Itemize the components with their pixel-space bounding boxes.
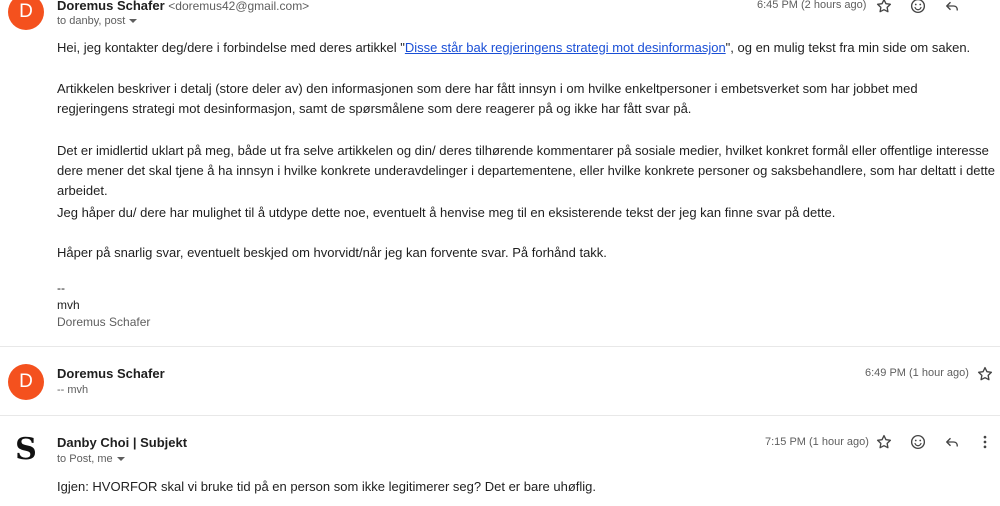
body-paragraph: Jeg håper du/ dere har mulighet til å utdype dette noe, eventuelt å henvise meg til en eksisterende tekst der jeg kan finne svar på dette. — [57, 205, 836, 220]
timestamp: 7:15 PM (1 hour ago) — [765, 436, 869, 448]
body-paragraph: Artikkelen beskriver i detalj (store deler av) den informasjonen som dere har fått innsyn i om hvilke enkeltpersoner i embetsverket som har jobbet med regjeringens strategi mot desinformasjon, samt de spørsmålene som dere reagerer på og ikke har fått svar på. — [57, 81, 918, 116]
recipient-post: Post — [69, 453, 92, 465]
body-text: ", og en mulig tekst fra min side om saken. — [725, 40, 971, 55]
avatar[interactable]: D — [8, 0, 44, 30]
sender-name[interactable]: Danby Choi | Subjekt — [57, 435, 188, 450]
message-body: Igjen: HVORFOR skal vi bruke tid på en person som ikke legitimerer seg? Det er bare uhøflig. — [57, 479, 597, 494]
timestamp: 6:45 PM (2 hours ago) — [757, 0, 867, 11]
chevron-down-icon — [129, 19, 137, 23]
body-text: Hei, jeg kontakter deg/dere i forbindelse med deres artikkel " — [57, 40, 405, 55]
message-3 — [0, 416, 1000, 506]
signature-dash: -- — [57, 281, 65, 295]
chevron-down-icon — [117, 457, 125, 461]
star-icon[interactable] — [976, 365, 994, 383]
star-icon[interactable] — [875, 433, 893, 451]
sender-email: <doremus42@gmail.com> — [168, 0, 310, 13]
emoji-icon[interactable] — [909, 433, 927, 451]
sender-name[interactable]: Doremus Schafer — [57, 366, 165, 381]
body-paragraph: Det er imidlertid uklart på meg, både ut fra selve artikkelen og din/ deres tilhørende kommentarer på sosiale medier, hvilket konkret formål eller offentlige interesse dere mener det skal tjene å ha innsyn i hvilke konkrete underavdelinger i departementene, eller hvilke konkrete personer og saksbehandlere, som har deltatt i dette arbeidet. — [57, 143, 995, 198]
message-snippet: -- mvh — [57, 384, 89, 396]
recipients-dropdown[interactable] — [57, 453, 125, 465]
signature-mvh: mvh — [57, 298, 80, 312]
avatar[interactable]: D — [8, 364, 44, 400]
signature-name: Doremus Schafer — [57, 315, 151, 329]
article-link[interactable]: Disse står bak regjeringens strategi mot desinformasjon — [404, 40, 726, 55]
message-body — [57, 38, 997, 58]
body-paragraph — [57, 38, 997, 58]
body-paragraph: Håper på snarlig svar, eventuelt beskjed om hvorvidt/når jeg kan forvente svar. På forhånd takk. — [57, 245, 607, 260]
recipients-text: to danby, post — [57, 15, 126, 27]
sender-name[interactable] — [57, 0, 309, 13]
sender-name-text: Doremus Schafer — [57, 0, 165, 13]
star-icon[interactable] — [875, 0, 893, 15]
timestamp: 6:49 PM (1 hour ago) — [865, 367, 969, 379]
message-2[interactable] — [0, 347, 1000, 415]
recipients-prefix: to — [57, 453, 70, 465]
more-vert-icon[interactable] — [976, 433, 994, 451]
recipients-rest: , me — [91, 453, 113, 465]
avatar[interactable]: S — [8, 432, 44, 468]
reply-icon[interactable] — [943, 0, 961, 15]
emoji-icon[interactable] — [909, 0, 927, 15]
recipients-dropdown[interactable] — [57, 15, 137, 27]
reply-icon[interactable] — [943, 433, 961, 451]
